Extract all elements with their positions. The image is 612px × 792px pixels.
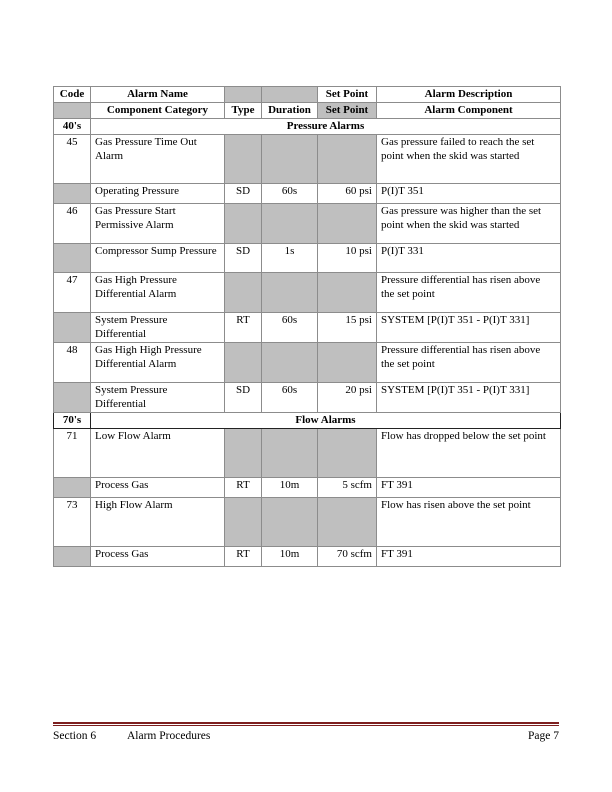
- header-component-category: Component Category: [91, 103, 225, 119]
- shaded-cell: [318, 429, 377, 478]
- shaded-cell: [54, 383, 91, 413]
- component-category: Process Gas: [91, 478, 225, 498]
- group-row-40s: [54, 119, 561, 135]
- component-row-46: [54, 244, 561, 273]
- alarm-component: FT 391: [377, 547, 561, 567]
- component-type: SD: [225, 244, 262, 273]
- alarm-code: 71: [54, 429, 91, 478]
- alarm-component: SYSTEM [P(I)T 351 - P(I)T 331]: [377, 313, 561, 343]
- shaded-cell: [225, 429, 262, 478]
- component-duration: 60s: [262, 383, 318, 413]
- group-title: Flow Alarms: [91, 413, 561, 429]
- component-set-point: 60 psi: [318, 184, 377, 204]
- header-alarm-component: Alarm Component: [377, 103, 561, 119]
- alarm-row-73: [54, 498, 561, 547]
- alarm-description: Pressure differential has risen above the set point: [377, 273, 561, 313]
- component-duration: 10m: [262, 478, 318, 498]
- footer-section: Section 6: [53, 730, 97, 742]
- alarm-name: Low Flow Alarm: [91, 429, 225, 478]
- footer-title: Alarm Procedures: [127, 730, 211, 742]
- footer-rule: [53, 722, 559, 724]
- shaded-cell: [262, 273, 318, 313]
- header-row-1: [54, 87, 561, 103]
- header-alarm-description: Alarm Description: [377, 87, 561, 103]
- alarm-row-71: [54, 429, 561, 478]
- alarm-component: P(I)T 351: [377, 184, 561, 204]
- header-blank-duration: [262, 87, 318, 103]
- component-row-45: [54, 184, 561, 204]
- component-set-point: 5 scfm: [318, 478, 377, 498]
- shaded-cell: [54, 184, 91, 204]
- alarm-component: SYSTEM [P(I)T 351 - P(I)T 331]: [377, 383, 561, 413]
- alarm-description: Gas pressure failed to reach the set point when the skid was started: [377, 135, 561, 184]
- component-type: RT: [225, 313, 262, 343]
- alarm-name: High Flow Alarm: [91, 498, 225, 547]
- shaded-cell: [225, 498, 262, 547]
- shaded-cell: [318, 135, 377, 184]
- alarm-description: Flow has dropped below the set point: [377, 429, 561, 478]
- group-code: 40's: [54, 119, 91, 135]
- alarm-description: Pressure differential has risen above the set point: [377, 343, 561, 383]
- alarm-row-48: [54, 343, 561, 383]
- footer-rule-thin: [53, 725, 559, 726]
- alarm-row-46: [54, 204, 561, 244]
- alarm-component: FT 391: [377, 478, 561, 498]
- component-duration: 1s: [262, 244, 318, 273]
- alarm-code: 46: [54, 204, 91, 244]
- component-duration: 10m: [262, 547, 318, 567]
- component-set-point: 20 psi: [318, 383, 377, 413]
- alarm-table: [53, 86, 561, 567]
- component-category: Operating Pressure: [91, 184, 225, 204]
- component-row-73: [54, 547, 561, 567]
- header-code: Code: [54, 87, 91, 103]
- group-code: 70's: [54, 413, 91, 429]
- header-row-2: [54, 103, 561, 119]
- alarm-name: Gas Pressure Time Out Alarm: [91, 135, 225, 184]
- component-row-47: [54, 313, 561, 343]
- alarm-name: Gas High Pressure Differential Alarm: [91, 273, 225, 313]
- shaded-cell: [225, 135, 262, 184]
- alarm-code: 47: [54, 273, 91, 313]
- component-category: Process Gas: [91, 547, 225, 567]
- shaded-cell: [225, 343, 262, 383]
- alarm-row-45: [54, 135, 561, 184]
- shaded-cell: [54, 478, 91, 498]
- header-type: Type: [225, 103, 262, 119]
- alarm-description: Flow has risen above the set point: [377, 498, 561, 547]
- shaded-cell: [262, 343, 318, 383]
- component-set-point: 10 psi: [318, 244, 377, 273]
- group-row-70s: [54, 413, 561, 429]
- header-set-point-2: Set Point: [318, 103, 377, 119]
- component-type: SD: [225, 184, 262, 204]
- header-alarm-name: Alarm Name: [91, 87, 225, 103]
- group-title: Pressure Alarms: [91, 119, 561, 135]
- alarm-component: P(I)T 331: [377, 244, 561, 273]
- shaded-cell: [262, 135, 318, 184]
- shaded-cell: [318, 273, 377, 313]
- shaded-cell: [318, 204, 377, 244]
- component-row-48: [54, 383, 561, 413]
- component-row-71: [54, 478, 561, 498]
- component-category: System Pressure Differential: [91, 383, 225, 413]
- header-duration: Duration: [262, 103, 318, 119]
- footer-page-number: Page 7: [528, 730, 559, 742]
- shaded-cell: [318, 343, 377, 383]
- shaded-cell: [262, 204, 318, 244]
- alarm-description: Gas pressure was higher than the set point when the skid was started: [377, 204, 561, 244]
- component-category: Compressor Sump Pressure: [91, 244, 225, 273]
- component-type: RT: [225, 547, 262, 567]
- shaded-cell: [262, 498, 318, 547]
- component-duration: 60s: [262, 313, 318, 343]
- component-category: System Pressure Differential: [91, 313, 225, 343]
- shaded-cell: [262, 429, 318, 478]
- component-set-point: 15 psi: [318, 313, 377, 343]
- header-blank-code: [54, 103, 91, 119]
- shaded-cell: [54, 313, 91, 343]
- shaded-cell: [54, 244, 91, 273]
- alarm-name: Gas Pressure Start Permissive Alarm: [91, 204, 225, 244]
- shaded-cell: [54, 547, 91, 567]
- alarm-name: Gas High High Pressure Differential Alarm: [91, 343, 225, 383]
- component-type: RT: [225, 478, 262, 498]
- page-footer: [53, 730, 559, 744]
- alarm-code: 73: [54, 498, 91, 547]
- shaded-cell: [225, 273, 262, 313]
- alarm-code: 45: [54, 135, 91, 184]
- component-set-point: 70 scfm: [318, 547, 377, 567]
- header-blank-type: [225, 87, 262, 103]
- component-type: SD: [225, 383, 262, 413]
- alarm-code: 48: [54, 343, 91, 383]
- shaded-cell: [318, 498, 377, 547]
- shaded-cell: [225, 204, 262, 244]
- alarm-row-47: [54, 273, 561, 313]
- header-set-point: Set Point: [318, 87, 377, 103]
- component-duration: 60s: [262, 184, 318, 204]
